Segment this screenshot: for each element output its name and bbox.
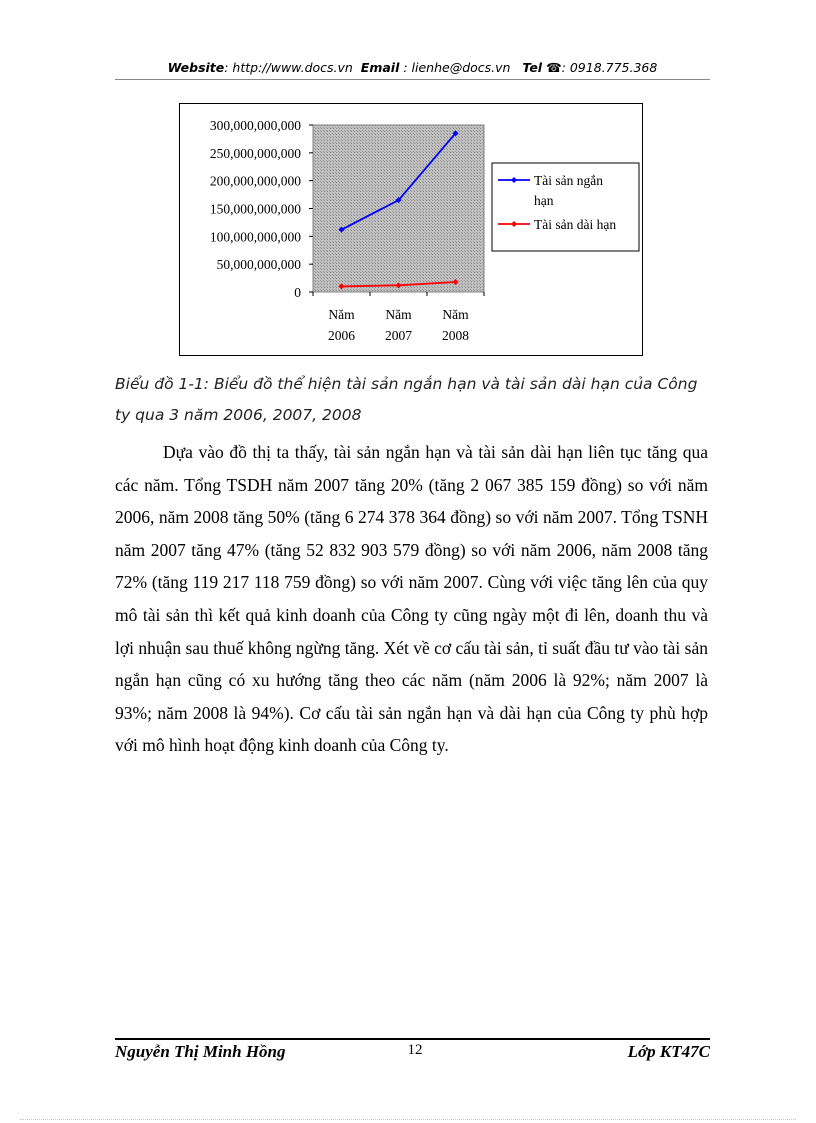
y-tick-label: 150,000,000,000: [209, 201, 301, 217]
website-label: Website: [167, 60, 225, 75]
email-label: Email: [360, 60, 400, 75]
page-bottom-border: [20, 1119, 796, 1120]
analysis-paragraph-block: [115, 436, 708, 762]
chart-caption: Biểu đồ 1-1: Biểu đồ thể hiện tài sản ngắn hạn và tài sản dài hạn của Công ty qua 3 năm 2006, 2007, 2008: [115, 375, 698, 424]
footer-author: Nguyễn Thị Minh Hồng: [115, 1042, 286, 1061]
tel-value: : 0918.775.368: [561, 60, 658, 75]
legend-label: Tài sản ngắn hạn: [534, 173, 603, 208]
phone-icon: ☎: [546, 60, 562, 75]
y-tick-label: 300,000,000,000: [209, 118, 301, 133]
x-tick-label: Năm 2006: [328, 307, 355, 343]
analysis-paragraph: Dựa vào đồ thị ta thấy, tài sản ngắn hạn và tài sản dài hạn liên tục tăng qua các năm. Tổng TSDH năm 2007 tăng 20% (tăng 2 067 385 159 đồng) so với năm 2006, năm 2008 tăng 50% (tăng 6 274 378 364 đồng) so với năm 2007. Tổng TSNH năm 2007 tăng 47% (tăng 52 832 903 579 đồng) so với năm 2006, năm 2008 tăng 72% (tăng 119 217 118 759 đồng) so với năm 2007. Cùng với việc tăng lên của quy mô tài sản thì kết quả kinh doanh của Công ty cũng ngày một đi lên, doanh thu và lợi nhuận sau thuế không ngừng tăng. Xét về cơ cấu tài sản, tỉ suất đầu tư vào tài sản ngắn hạn cũng có xu hướng tăng theo các năm (năm 2006 là 92%; năm 2007 là 93%; năm 2008 là 94%). Cơ cấu tài sản ngắn hạn và dài hạn của Công ty phù hợp với mô hình hoạt động kinh doanh của Công ty.: [115, 442, 708, 756]
tel-label: Tel: [522, 60, 543, 75]
y-tick-label: 200,000,000,000: [209, 173, 301, 189]
y-tick-label: 50,000,000,000: [216, 257, 301, 273]
page-header: [115, 60, 710, 75]
y-tick-label: 100,000,000,000: [209, 229, 301, 245]
website-value: : http://www.docs.vn: [224, 60, 353, 75]
x-tick-label: Năm 2007: [385, 307, 412, 343]
email-value: : lienhe@docs.vn: [403, 60, 511, 75]
footer-divider: [115, 1038, 710, 1040]
line-chart: [180, 104, 642, 355]
y-tick-label: 0: [294, 285, 301, 300]
header-divider: [115, 79, 710, 80]
footer-class: Lớp KT47C: [627, 1042, 710, 1061]
x-tick-label: Năm 2008: [442, 307, 469, 343]
page-number: 12: [407, 1042, 423, 1058]
plot-area: [313, 125, 484, 292]
y-tick-label: 250,000,000,000: [209, 145, 301, 161]
legend-label: Tài sản dài hạn: [534, 217, 617, 232]
chart-frame: [179, 103, 643, 356]
